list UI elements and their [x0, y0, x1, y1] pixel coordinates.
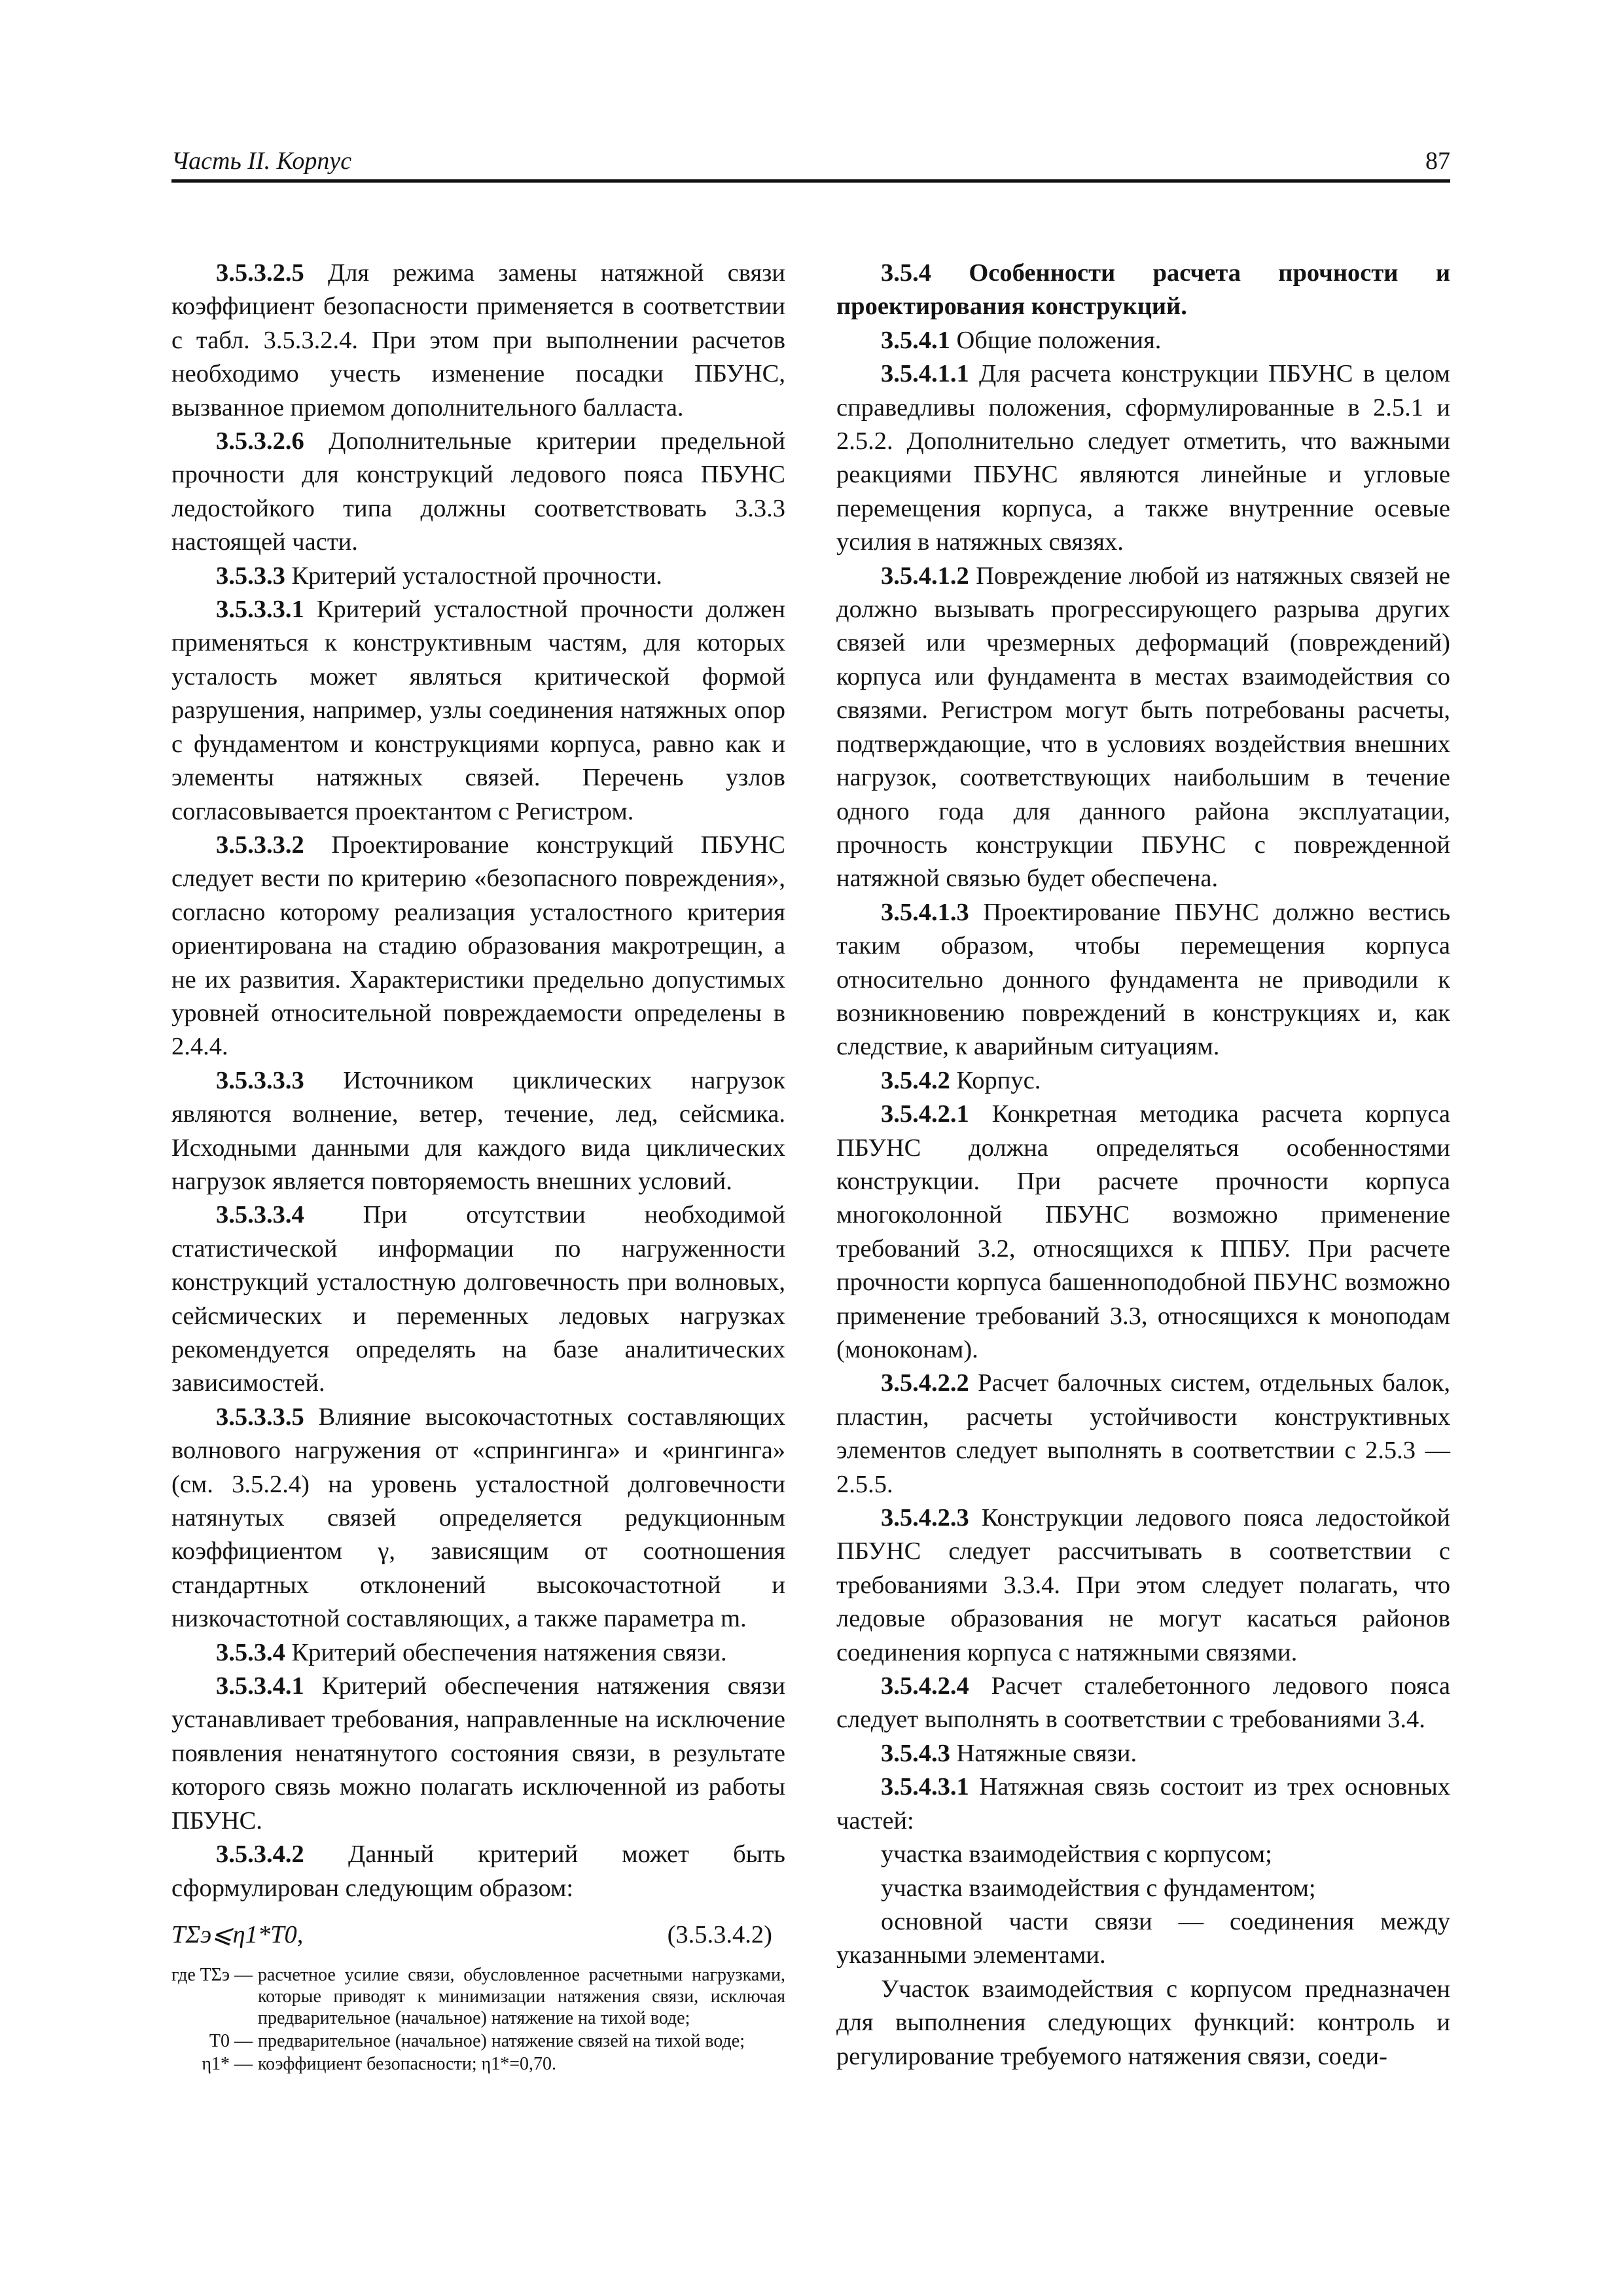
left-column	[171, 257, 785, 2075]
note-definition: коэффициент безопасности; η1*=0,70.	[258, 2053, 557, 2074]
page-number: 87	[1425, 147, 1450, 175]
paragraph-3-5-4-2-3: 3.5.4.2.3 Конструкции ледового пояса ледостойкой ПБУНС следует рассчитывать в соответствии с требованиями 3.3.4. При этом следует полагать, что ледовые образования не могут касаться районов соединения корпуса с натяжными связями.	[836, 1504, 1450, 1666]
paragraph-3-5-4-1-1: 3.5.4.1.1 Для расчета конструкции ПБУНС в целом справедливы положения, сформулированные в 2.5.1 и 2.5.2. Дополнительно следует отметить, что важными реакциями ПБУНС являются линейные и угловые перемещения корпуса, а также внутренние осевые усилия в натяжных связях.	[836, 360, 1450, 556]
paragraph-hull-interaction: Участок взаимодействия с корпусом предназначен для выполнения следующих функций: контроль и регулирование требуемого натяжения связи, соеди-	[836, 1975, 1450, 2070]
paragraph-3-5-3-3: 3.5.3.3 Критерий усталостной прочности.	[216, 562, 662, 590]
paragraph-3-5-4-1-2: 3.5.4.1.2 Повреждение любой из натяжных связей не должно вызывать прогрессирующего разрыва других связей или чрезмерных деформаций (повреждений) корпуса или фундамента в местах взаимодействия со связями. Регистром могут быть потребованы расчеты, подтверждающие, что в условиях воздействия внешних нагрузок, соответствующих наибольшим в течение одного года для данного района эксплуатации, прочность конструкции ПБУНС с поврежденной натяжной связью будет обеспечена.	[836, 562, 1450, 893]
note-definition: расчетное усилие связи, обусловленное расчетными нагрузками, которые приводят к минимизации натяжения связи, исключая предварительное (начальное) натяжение на тихой воде;	[258, 1964, 785, 2028]
paragraph-3-5-3-3-5: 3.5.3.3.5 Влияние высокочастотных составляющих волнового нагружения от «спрингинга» и «рингинга» (см. 3.5.2.4) на уровень усталостной долговечности натянутых связей определяется редукционным коэффициентом γ, зависящим от соотношения стандартных отклонений высокочастотной и низкочастотной составляющих, а также параметра m.	[171, 1403, 785, 1633]
section-heading-3-5-4: 3.5.4 Особенности расчета прочности и проектирования конструкций.	[836, 259, 1450, 321]
formula-expression: TΣэ⩽η1*T0,	[171, 1920, 304, 1948]
paragraph-3-5-4-2-2: 3.5.4.2.2 Расчет балочных систем, отдельных балок, пластин, расчеты устойчивости конструктивных элементов следует выполнять в соответствии с 2.5.3 — 2.5.5.	[836, 1369, 1450, 1498]
paragraph-3-5-3-4: 3.5.3.4 Критерий обеспечения натяжения связи.	[216, 1638, 727, 1666]
paragraph-3-5-3-3-1: 3.5.3.3.1 Критерий усталостной прочности должен применяться к конструктивным частям, для которых усталость может являться критической формой разрушения, например, узлы соединения натяжных опор с фундаментом и конструкциями корпуса, равно как и элементы натяжных связей. Перечень узлов согласовывается проектантом с Регистром.	[171, 596, 785, 825]
paragraph-3-5-3-3-3: 3.5.3.3.3 Источником циклических нагрузок являются волнение, ветер, течение, лед, сейсмика. Исходными данными для каждого вида циклических нагрузок является повторяемость внешних условий.	[171, 1066, 785, 1195]
paragraph-3-5-3-2-6: 3.5.3.2.6 Дополнительные критерии предельной прочности для конструкций ледового пояса ПБУНС ледостойкого типа должны соответствовать 3.3.3 настоящей части.	[171, 427, 785, 556]
note-item: где TΣэ — расчетное усилие связи, обусловленное расчетными нагрузками, которые приводят к минимизации натяжения связи, исключая предварительное (начальное) натяжение на тихой воде;	[171, 1964, 785, 2028]
paragraph-3-5-4-2-1: 3.5.4.2.1 Конкретная методика расчета корпуса ПБУНС должна определяться особенностями конструкции. При расчете прочности корпуса многоколонной ПБУНС возможно применение требований 3.2, относящихся к ППБУ. При расчете прочности корпуса башенноподобной ПБУНС возможно применение требований 3.3, относящихся к моноподам (моноконам).	[836, 1100, 1450, 1363]
formula	[171, 1918, 785, 1959]
paragraph-3-5-3-4-2: 3.5.3.4.2 Данный критерий может быть сформулирован следующим образом:	[171, 1840, 785, 1902]
formula-notes	[171, 1964, 785, 2075]
paragraph-3-5-3-3-2: 3.5.3.3.2 Проектирование конструкций ПБУНС следует вести по критерию «безопасного повреждения», согласно которому реализация усталостного критерия ориентирована на стадию образования макротрещин, а не их развития. Характеристики предельно допустимых уровней относительной повреждаемости определены в 2.4.4.	[171, 831, 785, 1061]
paragraph-3-5-4-1-3: 3.5.4.1.3 Проектирование ПБУНС должно вестись таким образом, чтобы перемещения корпуса относительно донного фундамента не приводили к возникновению повреждений в конструкциях и, как следствие, к аварийным ситуациям.	[836, 898, 1450, 1061]
paragraph-3-5-4-3-1: 3.5.4.3.1 Натяжная связь состоит из трех основных частей:	[836, 1773, 1450, 1835]
paragraph-3-5-4-1: 3.5.4.1 Общие положения.	[881, 326, 1162, 354]
paragraph-3-5-4-2: 3.5.4.2 Корпус.	[881, 1066, 1041, 1094]
right-column	[836, 257, 1450, 2073]
paragraph-3-5-3-2-5: 3.5.3.2.5 Для режима замены натяжной связи коэффициент безопасности применяется в соответствии с табл. 3.5.3.2.4. При этом при выполнении расчетов необходимо учесть изменение посадки ПБУНС, вызванное приемом дополнительного балласта.	[171, 259, 785, 422]
list-item: участка взаимодействия с корпусом;	[881, 1840, 1272, 1869]
part-title: Часть II. Корпус	[171, 147, 352, 175]
running-header	[171, 143, 1450, 183]
paragraph-3-5-4-2-4: 3.5.4.2.4 Расчет сталебетонного ледового пояса следует выполнять в соответствии с требованиями 3.4.	[836, 1672, 1450, 1734]
note-symbol: η1* —	[202, 2053, 253, 2074]
note-symbol: T0 —	[209, 2030, 253, 2051]
list-item-last: основной части связи — соединения между указанными элементами.	[836, 1907, 1450, 1969]
formula-number: (3.5.3.4.2)	[667, 1920, 772, 1948]
note-item	[171, 2030, 785, 2052]
note-definition: предварительное (начальное) натяжение связей на тихой воде;	[258, 2030, 745, 2051]
paragraph-3-5-4-3: 3.5.4.3 Натяжные связи.	[881, 1739, 1137, 1767]
paragraph-3-5-3-3-4: 3.5.3.3.4 При отсутствии необходимой статистической информации по нагруженности конструкций усталостную долговечность при волновых, сейсмических и переменных ледовых нагрузках рекомендуется определять на базе аналитических зависимостей.	[171, 1201, 785, 1397]
note-item	[171, 2053, 785, 2075]
list-item: участка взаимодействия с фундаментом;	[881, 1874, 1316, 1902]
paragraph-3-5-3-4-1: 3.5.3.4.1 Критерий обеспечения натяжения связи устанавливает требования, направленные на исключение появления ненатянутого состояния связи, в результате которого связь можно полагать исключенной из работы ПБУНС.	[171, 1672, 785, 1835]
note-symbol: TΣэ —	[200, 1964, 253, 1985]
